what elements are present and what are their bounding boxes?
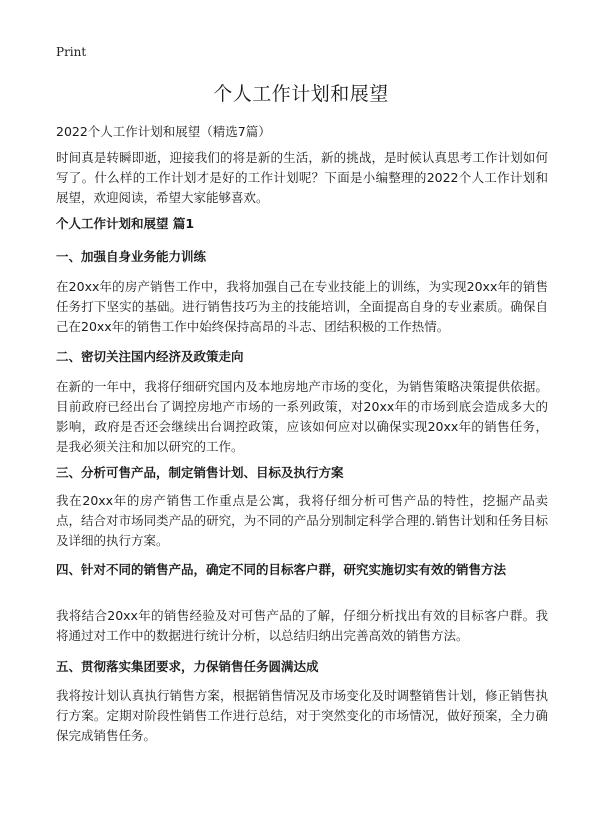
- document-subtitle: 2022个人工作计划和展望（精选7篇）: [56, 124, 271, 139]
- section-body-3: 我在20xx年的房产销售工作重点是公寓，我将仔细分析可售产品的特性，挖掘产品卖点，结合对市场同类产品的研究，为不同的产品分别制定科学合理的.销售计划和任务目标及详细的执行方案。: [56, 493, 548, 548]
- print-link[interactable]: Print: [56, 45, 87, 59]
- section-body-1: 在20xx年的房产销售工作中，我将加强自己在专业技能上的训练，为实现20xx年的销售任务打下坚实的基础。进行销售技巧为主的技能培训，全面提高自身的专业素质。确保自己在20xx年的销售工作中始终保持高昂的斗志、团结积极的工作热情。: [56, 279, 548, 334]
- article-heading: 个人工作计划和展望 篇1: [56, 216, 195, 231]
- section-body-4: 我将结合20xx年的销售经验及对可售产品的了解，仔细分析找出有效的目标客户群。我将通过对工作中的数据进行统计分析，以总结归纳出完善高效的销售方法。: [56, 608, 548, 643]
- section-heading-3: 三、分析可售产品，制定销售计划、目标及执行方案: [56, 465, 344, 480]
- intro-paragraph: 时间真是转瞬即逝，迎接我们的将是新的生活，新的挑战，是时候认真思考工作计划如何写了。什么样的工作计划才是好的工作计划呢？下面是小编整理的2022个人工作计划和展望，欢迎阅读，希望大家能够喜欢。: [56, 150, 548, 205]
- section-body-2: 在新的一年中，我将仔细研究国内及本地房地产市场的变化，为销售策略决策提供依据。目前政府已经出台了调控房地产市场的一系列政策，对20xx年的市场到底会造成多大的影响，政府是否还会继续出台调控政策，应该如何应对以确保实现20xx年的销售任务，是我必须关注和加以研究的工作。: [56, 379, 548, 454]
- section-heading-4: 四、针对不同的销售产品，确定不同的目标客户群，研究实施切实有效的销售方法: [56, 562, 507, 577]
- section-heading-2: 二、密切关注国内经济及政策走向: [56, 349, 244, 364]
- page-title: 个人工作计划和展望: [213, 83, 389, 105]
- section-body-5: 我将按计划认真执行销售方案，根据销售情况及市场变化及时调整销售计划，修正销售执行方案。定期对阶段性销售工作进行总结，对于突然变化的市场情况，做好预案，全力确保完成销售任务。: [56, 688, 548, 743]
- section-heading-1: 一、加强自身业务能力训练: [56, 249, 207, 264]
- section-heading-5: 五、贯彻落实集团要求，力保销售任务圆满达成: [56, 659, 319, 674]
